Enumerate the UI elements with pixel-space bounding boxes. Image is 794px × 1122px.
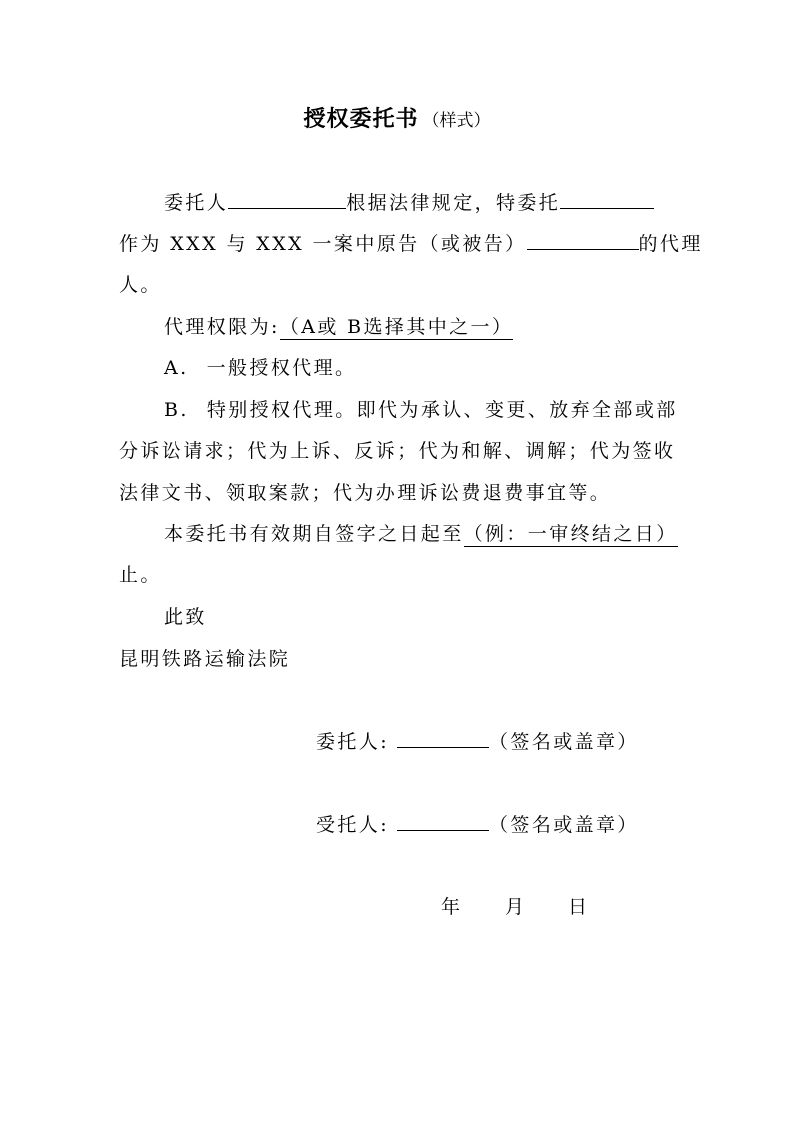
case-text: 作为 XXX 与 XXX 一案中原告（或被告） <box>119 233 527 255</box>
validity-text: 本委托书有效期自签字之日起至 <box>164 523 464 545</box>
agent-sign-hint: （签名或盖章） <box>489 814 639 836</box>
option-a-marker: A. <box>164 357 189 379</box>
date-year: 年 <box>441 896 461 918</box>
salutation: 此致 <box>164 606 207 628</box>
title-main: 授权委托书 <box>303 106 419 132</box>
agent-signature-line <box>316 812 639 838</box>
option-b-line3 <box>119 480 611 506</box>
option-b-text-2: 分诉讼请求；代为上诉、反诉；代为和解、调解；代为签收 <box>119 440 676 462</box>
court-line <box>119 646 290 672</box>
option-b-text-3: 法律文书、领取案款；代为办理诉讼费退费事宜等。 <box>119 482 612 504</box>
salutation-line <box>164 604 207 630</box>
validity-end: 止。 <box>119 564 162 586</box>
authority-hint: （A或 B选择其中之一） <box>279 316 514 338</box>
principal-signature-blank <box>397 729 489 748</box>
option-b-line1 <box>164 397 678 423</box>
agent-signature-blank <box>397 812 489 831</box>
date-month: 月 <box>505 896 525 918</box>
paragraph1-line1 <box>164 190 654 216</box>
court-name: 昆明铁路运输法院 <box>119 648 291 670</box>
validity-example: （例：一审终结之日） <box>463 523 678 545</box>
agent-role-text: 的代理 <box>638 233 703 255</box>
agent-name-blank <box>527 231 639 250</box>
paragraph1-line3-text: 人。 <box>119 274 162 296</box>
agent-blank <box>560 190 654 209</box>
authority-line <box>164 314 513 340</box>
option-b-line2 <box>119 438 675 464</box>
option-a-line <box>164 355 356 381</box>
authority-label: 代理权限为: <box>164 316 280 338</box>
validity-line <box>164 521 678 547</box>
option-b-text-1: 特别授权代理。即代为承认、变更、放弃全部或部 <box>206 399 678 421</box>
principal-sign-hint: （签名或盖章） <box>489 731 639 753</box>
option-b-marker: B. <box>164 399 189 421</box>
option-a-text: 一般授权代理。 <box>206 357 357 379</box>
principal-blank <box>228 190 346 209</box>
validity-end-line <box>119 562 162 588</box>
paragraph1-line2 <box>119 231 703 257</box>
document-title <box>0 104 794 136</box>
paragraph1-line3 <box>119 272 162 298</box>
principal-signature-line <box>316 729 639 755</box>
principal-signature-label: 委托人: <box>316 731 390 753</box>
date-day: 日 <box>568 896 588 918</box>
paragraph1-line1-text: 根据法律规定，特委托 <box>346 192 561 214</box>
agent-signature-label: 受托人: <box>316 814 390 836</box>
principal-label-text: 委托人 <box>164 192 229 214</box>
title-sub: （样式） <box>422 111 491 131</box>
